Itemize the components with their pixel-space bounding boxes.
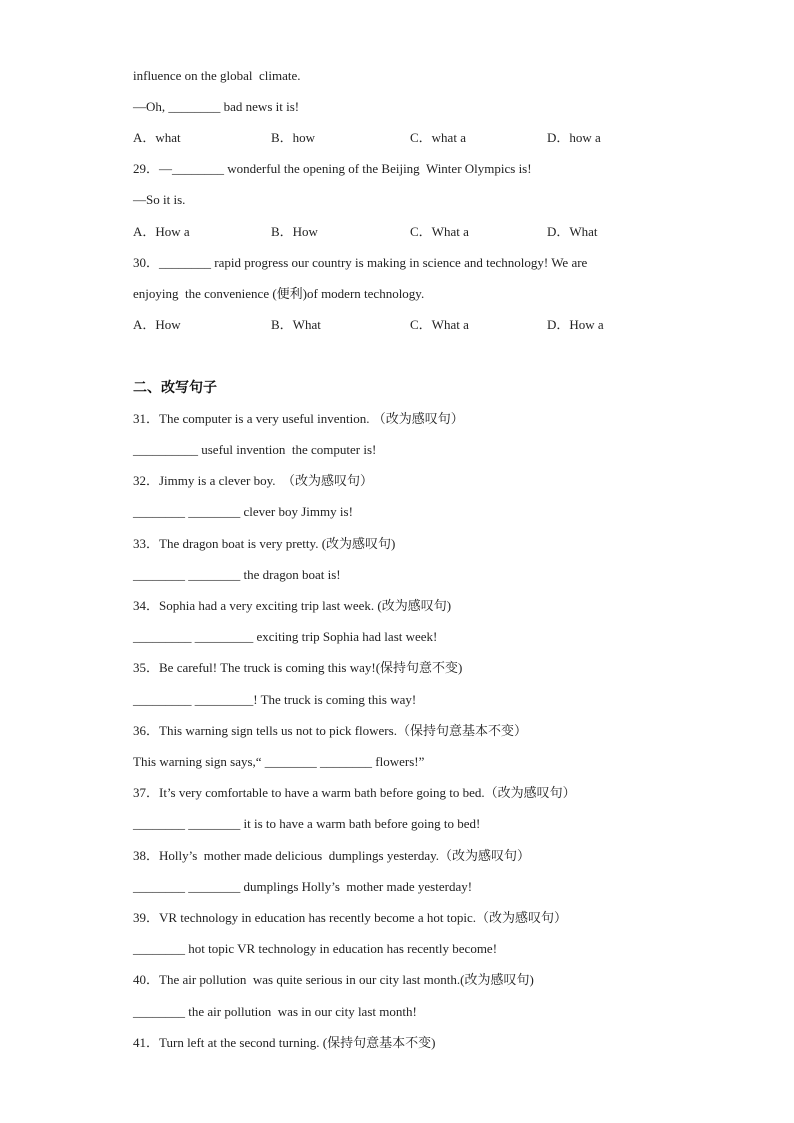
q31-answer-line: __________ useful invention the computer is! bbox=[133, 442, 377, 457]
q30-option-a: A．How bbox=[133, 317, 181, 332]
q29-question: 29．—________ wonderful the opening of the Beijing Winter Olympics is! bbox=[133, 161, 532, 176]
q30-question-line1: 30．________ rapid progress our country is making in science and technology! We are bbox=[133, 255, 588, 270]
q33-question: 33．The dragon boat is very pretty. (改为感叹句) bbox=[133, 536, 396, 551]
q35-question: 35．Be careful! The truck is coming this way!(保持句意不变) bbox=[133, 660, 463, 675]
q40-question: 40．The air pollution was quite serious in our city last month.(改为感叹句) bbox=[133, 972, 534, 987]
q39-question: 39．VR technology in education has recently become a hot topic.（改为感叹句） bbox=[133, 910, 567, 925]
q28-options bbox=[133, 130, 693, 146]
q29-option-c: C．What a bbox=[410, 224, 469, 239]
q38-answer-line: ________ ________ dumplings Holly’s mother made yesterday! bbox=[133, 879, 473, 894]
q35-answer-line: _________ _________! The truck is coming this way! bbox=[133, 692, 417, 707]
q34-answer-line: _________ _________ exciting trip Sophia had last week! bbox=[133, 629, 438, 644]
q36-answer-line: This warning sign says,“ ________ ________ flowers!” bbox=[133, 754, 425, 769]
q28-option-a: A．what bbox=[133, 130, 181, 145]
q41-question: 41．Turn left at the second turning. (保持句意基本不变) bbox=[133, 1035, 436, 1050]
q29-option-a: A．How a bbox=[133, 224, 190, 239]
q34-question: 34．Sophia had a very exciting trip last week. (改为感叹句) bbox=[133, 598, 452, 613]
q28-continuation-line: influence on the global climate. bbox=[133, 68, 301, 83]
q30-option-d: D．How a bbox=[547, 317, 604, 332]
q28-option-c: C．what a bbox=[410, 130, 466, 145]
q37-answer-line: ________ ________ it is to have a warm bath before going to bed! bbox=[133, 816, 481, 831]
section-heading: 二、改写句子 bbox=[133, 380, 217, 396]
q30-option-c: C．What a bbox=[410, 317, 469, 332]
q32-question: 32．Jimmy is a clever boy. （改为感叹句） bbox=[133, 473, 373, 488]
q40-answer-line: ________ the air pollution was in our city last month! bbox=[133, 1004, 417, 1019]
q28-reply-line: —Oh, ________ bad news it is! bbox=[133, 99, 300, 114]
q33-answer-line: ________ ________ the dragon boat is! bbox=[133, 567, 341, 582]
q30-options bbox=[133, 317, 693, 333]
q29-options bbox=[133, 224, 693, 240]
q28-option-d: D．how a bbox=[547, 130, 601, 145]
q39-answer-line: ________ hot topic VR technology in education has recently become! bbox=[133, 941, 498, 956]
q36-question: 36．This warning sign tells us not to pick flowers.（保持句意基本不变） bbox=[133, 723, 527, 738]
q29-option-b: B．How bbox=[271, 224, 318, 239]
q38-question: 38．Holly’s mother made delicious dumplings yesterday.（改为感叹句） bbox=[133, 848, 531, 863]
q37-question: 37．It’s very comfortable to have a warm bath before going to bed.（改为感叹句） bbox=[133, 785, 576, 800]
q28-option-b: B．how bbox=[271, 130, 316, 145]
q30-question-line2: enjoying the convenience (便利)of modern technology. bbox=[133, 286, 425, 301]
q31-question: 31．The computer is a very useful invention. （改为感叹句） bbox=[133, 411, 464, 426]
q32-answer-line: ________ ________ clever boy Jimmy is! bbox=[133, 504, 353, 519]
q29-reply: —So it is. bbox=[133, 192, 186, 207]
q29-option-d: D．What bbox=[547, 224, 598, 239]
q30-option-b: B．What bbox=[271, 317, 321, 332]
